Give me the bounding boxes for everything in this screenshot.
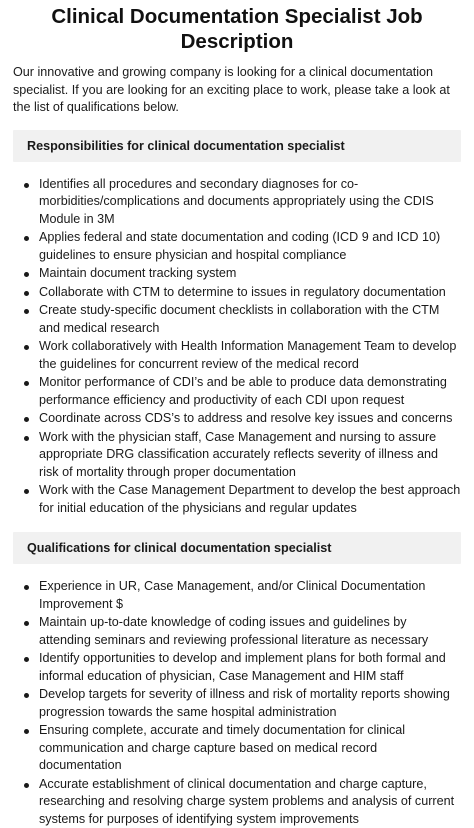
list-item: Monitor performance of CDI’s and be able to produce data demonstrating performance efficiency and productivity of each CDI upon request (39, 374, 461, 409)
list-item: Identifies all procedures and secondary diagnoses for co-morbidities/complications and documents appropriately using the CDIS Module in 3M (39, 176, 461, 229)
list-item: Coordinate across CDS’s to address and resolve key issues and concerns (39, 410, 461, 428)
list-item: Work with the physician staff, Case Management and nursing to assure appropriate DRG classification accurately reflects severity of illness and risk of mortality through proper documentation (39, 429, 461, 482)
intro-paragraph: Our innovative and growing company is looking for a clinical documentation specialist. If you are looking for an exciting place to work, please take a look at the list of qualifications below. (13, 64, 461, 117)
list-item: Identify opportunities to develop and implement plans for both formal and informal education of physician, Case Management and HIM staff (39, 650, 461, 685)
list-item: Experience in UR, Case Management, and/or Clinical Documentation Improvement $ (39, 578, 461, 613)
list-item: Maintain document tracking system (39, 265, 461, 283)
list-item: Create study-specific document checklists in collaboration with the CTM and medical research (39, 302, 461, 337)
qualifications-heading: Qualifications for clinical documentation specialist (13, 532, 461, 564)
list-item: Develop targets for severity of illness and risk of mortality reports showing progression towards the same hospital administration (39, 686, 461, 721)
list-item: Maintain up-to-date knowledge of coding issues and guidelines by attending seminars and reviewing professional literature as necessary (39, 614, 461, 649)
list-item: Work with the Case Management Department to develop the best approach for initial education of the physicians and regular updates (39, 482, 461, 517)
list-item: Ensuring complete, accurate and timely documentation for clinical communication and charge capture based on medical record documentation (39, 722, 461, 775)
responsibilities-heading: Responsibilities for clinical documentation specialist (13, 130, 461, 162)
list-item: Applies federal and state documentation and coding (ICD 9 and ICD 10) guidelines to ensure physician and hospital compliance (39, 229, 461, 264)
qualifications-list (13, 578, 461, 828)
page-title: Clinical Documentation Specialist Job Description (13, 4, 461, 54)
responsibilities-list (13, 176, 461, 518)
list-item: Collaborate with CTM to determine to issues in regulatory documentation (39, 284, 461, 302)
list-item: Accurate establishment of clinical documentation and charge capture, researching and resolving charge system problems and analysis of current systems for purposes of identifying system improvements (39, 776, 461, 828)
list-item: Work collaboratively with Health Information Management Team to develop the guidelines for concurrent review of the medical record (39, 338, 461, 373)
